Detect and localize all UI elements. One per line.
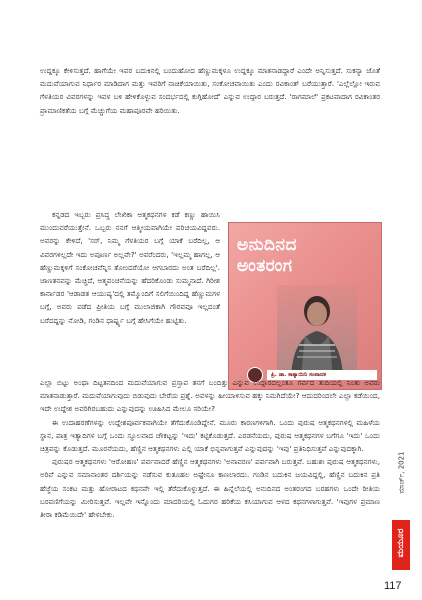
cover-author-name: ಪ್ರಿ. ಡಾ. ಕಾತ್ಯಾಯಿನಿ ಸಂಪಾದಕ: [267, 370, 377, 380]
article-paragraph: ಪುರುಷರ ಆತ್ಮಕಥನಗಳು 'ಆರೋಹಣ' ಪರ್ವವಾದರೆ ಹೆಣ್ಣಿನ ಆತ್ಮಕಥನಗಳು 'ಅನಾವರಣ' ಪರ್ವವಾಗಿ ಬರುತ್ತವೆ. ಬಹುಶಃ ಪುರುಷ ಆತ್ಮಕಥನಗಳು, ಅರಿವೆ ಎನ್ನುವ ಸಮಾನಾಂತರ ದರ್ಶಿಯನ್ನು ನಡೆಸುವ ಕುತೂಹಲ ಅಷ್ಟೇನೂ ಕಾಣಲಾರದು. ಗಂಡಿನ ಬದುಕಿನ ಜಯವಿದ್ದಲ್ಲಿ, ಹೆಣ್ಣಿನ ಬದುಕಿನ ಪ್ರತಿ ಹೆಜ್ಜೆಯ ಸಂಕಟ ಮತ್ತು ಹೋರಾಟದ ಕಥನವೇ ಇಲ್ಲಿ ತೆರೆದುಕೊಳ್ಳುತ್ತದೆ. ಈ ಹಿನ್ನೆಲೆಯಲ್ಲಿ ಅನುದಿನದ ಅಂತರಂಗದ ಬರಹಗಳು ಒಂದೇ ರೀತಿಯ ಬರವಣಿಗೆಯನ್ನು ಮೀರಿಸುತ್ತವೆ. ಇಲ್ಲವೇ ಇನ್ನೊಂದು ಮಾದರಿಯಲ್ಲಿ ಓದುಗರ ಹರಿಕೆಯ ಕಸಿಯಾಗುವ ಆಳದ ಕಥನಗಳಾಗುತ್ತವೆ. 'ಇವುಗಳ ಪ್ರಮಾಣ ತೀರಾ ಕಡಿಮೆಯಿದೇ' ಹೇಳಬೇಕು.: [40, 457, 380, 520]
article-paragraph: ಉದ್ದಕ್ಕೂ ಕೇಳಿಸುತ್ತದೆ. ಹಾಗೆಯೇ ಇವರ ಬದುಕಿನಲ್ಲಿ ಬಂದುಹೋದ ಹೆಣ್ಣುಮಕ್ಕಳೂ ಉದ್ದಕ್ಕೂ ಮಾತನಾಡದ್ದಾರೆ ಎಂದೇ ಅನ್ನಿಸುತ್ತದೆ. ಸುಕನ್ಯಾ ಜೊತೆ ಮದುವೆಯಾಗುವ ನಿರ್ಧಾರ ಮಾಡಿದಾಗ ಮತ್ತು ಇವರಿಗೆ ನಾಚಿಕೆಯಾಯಿತು, ಸಂಕೋಚವಾಯಿತು ಎಂದು ರವಿಕಾಂತ್ ಬರೆಯುತ್ತಾರೆ. 'ಎಲ್ಲೆಲ್ಲೋ ಇರುವ ಗೆಳತಿಯರ ವಿವರಗಳನ್ನು ಇವಳ ಬಳಿ ಹೇಳಿಕೊಳ್ಳುವ ಸಂದರ್ಭದಲ್ಲಿ ಕುಗ್ಗಿಹೋದೆ' ಎನ್ನುವ ಉದ್ಗಾರ ಬರುತ್ತದೆ. 'ರಾಗಮಾಲೆ' ಪ್ರಕಟವಾದಾಗ ರವಿಕಾಂತರ ಪ್ರಾಮಾಣಿಕತೆಯ ಬಗ್ಗೆ ಮೆಚ್ಚುಗೆಯ ಮಹಾಪೂರವೇ ಹರಿಯಿತು.: [40, 66, 380, 115]
cover-title: [237, 235, 373, 277]
article-wrapped-text: [40, 208, 220, 327]
page-number: 117: [384, 580, 402, 592]
article-paragraph: ಎಲ್ಲಾ ಬಿಟ್ಟು ಅಂಥಾ ದಿಟ್ಟತನದಿಂದ ಮದುವೆಯಾಗುವ ಪ್ರಸ್ತಾಪ ತನಗೆ ಬಂದಿತ್ತು ಎನ್ನುವ ಉದ್ಗಾರದಲ್ಲಂತೂ ಗರ್ವದ ತುದಿಯಲ್ಲಿ ನಿಂತು ಅವರು ಮಾತನಾಡುತ್ತಾರೆ. ಮದುವೆಯಾಗುವುದು ಬಿಡುವುದು ಬೇರೆಯ ಪ್ರಶ್ನೆ. ಅವಳನ್ನು ಹೀಯಾಳಿಸುವ ಹಕ್ಕು ನಿಮಗಿದೆಯೇ? ಆದುದರಿಂದಲೇ ಎಲ್ಲಾ ಕಡೆಯಿಂದ, ಇದೇ ಉದ್ದೇಶ ಅವರಿಗಿರಬಹುದು ಎನ್ನುವುದನ್ನು ಊಹಿಸಿದ ಮೇಲೂ ಸರಿಯೇ?: [40, 378, 380, 414]
cover-title-line-2: ಅಂತರಂಗ: [237, 256, 293, 276]
author-portrait: [277, 285, 357, 377]
cover-title-line-1: ಅನುದಿನದ: [237, 235, 297, 255]
article-bottom-text: [40, 376, 380, 521]
article-paragraph: ಈ ಉದಾಹರಣೆಗಳನ್ನು ಉದ್ದೇಶಪೂರ್ವಕವಾಗಿಯೇ ತೆಗೆದುಕೊಂಡಿದ್ದೇನೆ. ಮೂರು ಕಾರಣಗಳಿಗಾಗಿ. ಒಂದು ಪುರುಷ ಆತ್ಮಕಥನಗಳಲ್ಲಿ ಮಹಿಳೆಯ ಸ್ಥಾನ, ಪಾತ್ರ ಇತ್ಯಾದಿಗಳ ಬಗ್ಗೆ ಒಂದು ಸ್ಥೂಲವಾದ ಚೌಕಟ್ಟನ್ನು 'ಇದು' ಕಟ್ಟಿಕೊಡುತ್ತದೆ. ಎರಡನೆಯದು, ಪುರುಷ ಆತ್ಮಕಥನಗಳ ಬಗೆಗೂ 'ಇದು' ಒಂದು ಚಿತ್ರವನ್ನು ಕೊಡುತ್ತದೆ. ಮೂರನೆಯದು, ಹೆಣ್ಣಿನ ಆತ್ಮಕಥನಗಳು ಎಲ್ಲಿ ಯಾಕೆ ಭಿನ್ನವಾಗುತ್ತವೆ ಎನ್ನುವುದನ್ನು 'ಇವು' ಪ್ರತಿನಿಧಿಸುತ್ತವೆ ಎನ್ನುವುದಕ್ಕಾಗಿ.: [40, 417, 380, 454]
article-paragraph: ಕನ್ನಡದ ಇಬ್ಬರು ಪ್ರಸಿದ್ಧ ಲೇಖಿಕಾ ಆತ್ಮಕಥನಗಳ ಕಡೆ ಕಣ್ಣು ಹಾಯಿಸಿ ಮುಂದುವರೆಯುತ್ತೇನೆ. ಒಬ್ಬರು ನನಗೆ ಆತ್ಮೀಯವಾಗಿಯೇ ಪರಿಚಯವಿದ್ದವರು. ಅವರನ್ನು ಕೇಳಿದೆ, 'ಸರ್, ನಿಮ್ಮ ಗೆಳತಿಯರ ಬಗ್ಗೆ ಯಾಕೆ ಬರೆದಿಲ್ಲ, ಆ ವಿವರಗಳಿಲ್ಲದೇ ಇದು ಅಪೂರ್ಣ ಅಲ್ಲವೇ?' ಅವರೆಂದರು, 'ಇಲ್ಲಮ್ಮ ಹಾಗಲ್ಲ, ಆ ಹೆಣ್ಣುಮಕ್ಕಳಿಗೆ ಸಂಕೋಚವೆನ್ನಿಸ ತೋಂದರೆಯೋ ಆಗಬಾರದು ಅಂತ ಬರೆದಿಲ್ಲ'. ಜಾಣತನವನ್ನು ಮೆಚ್ಚಿದೆ, ಆತ್ಮವಂಚನೆಯನ್ನು ಹೆದರಿಕೊಂಡು ಸುಮ್ಮನಾದೆ. ಗಿರೀಶ ಕಾರ್ನಾಡರ 'ಆಡಾಡತ ಆಯುಷ್ಯ'ದಲ್ಲಿ ತಮ್ಮೊಂದಿಗೆ ಸಲಿಗೆಯಿಂದಿದ್ದ ಹೆಣ್ಣುಮಗಳ ಬಗ್ಗೆ, ಅವರು ಪಡೆದ ಪ್ರೀತಿಯ ಬಗ್ಗೆ ಮುಲಾಜಿಕಾಗಿ ಗೌರವವೂ ಇಲ್ಲದಂತೆ ಬರೆದದ್ದನ್ನು ನೋಡಿ, ಗಂಡಿನ ಧಾರ್ಷ್ಟ್ಯ ಬಗ್ಗೆ ಹೇಸಿಗೆಯೇ ಹುಟ್ಟಿತು.: [40, 210, 220, 325]
issue-date: ಮಾರ್ಚ್, 2021: [397, 451, 406, 494]
magazine-name: ಮಯೂರ: [396, 528, 406, 558]
article-top-text: [40, 64, 380, 117]
magazine-brand-tab: [392, 520, 410, 570]
book-cover-image: [228, 222, 382, 390]
